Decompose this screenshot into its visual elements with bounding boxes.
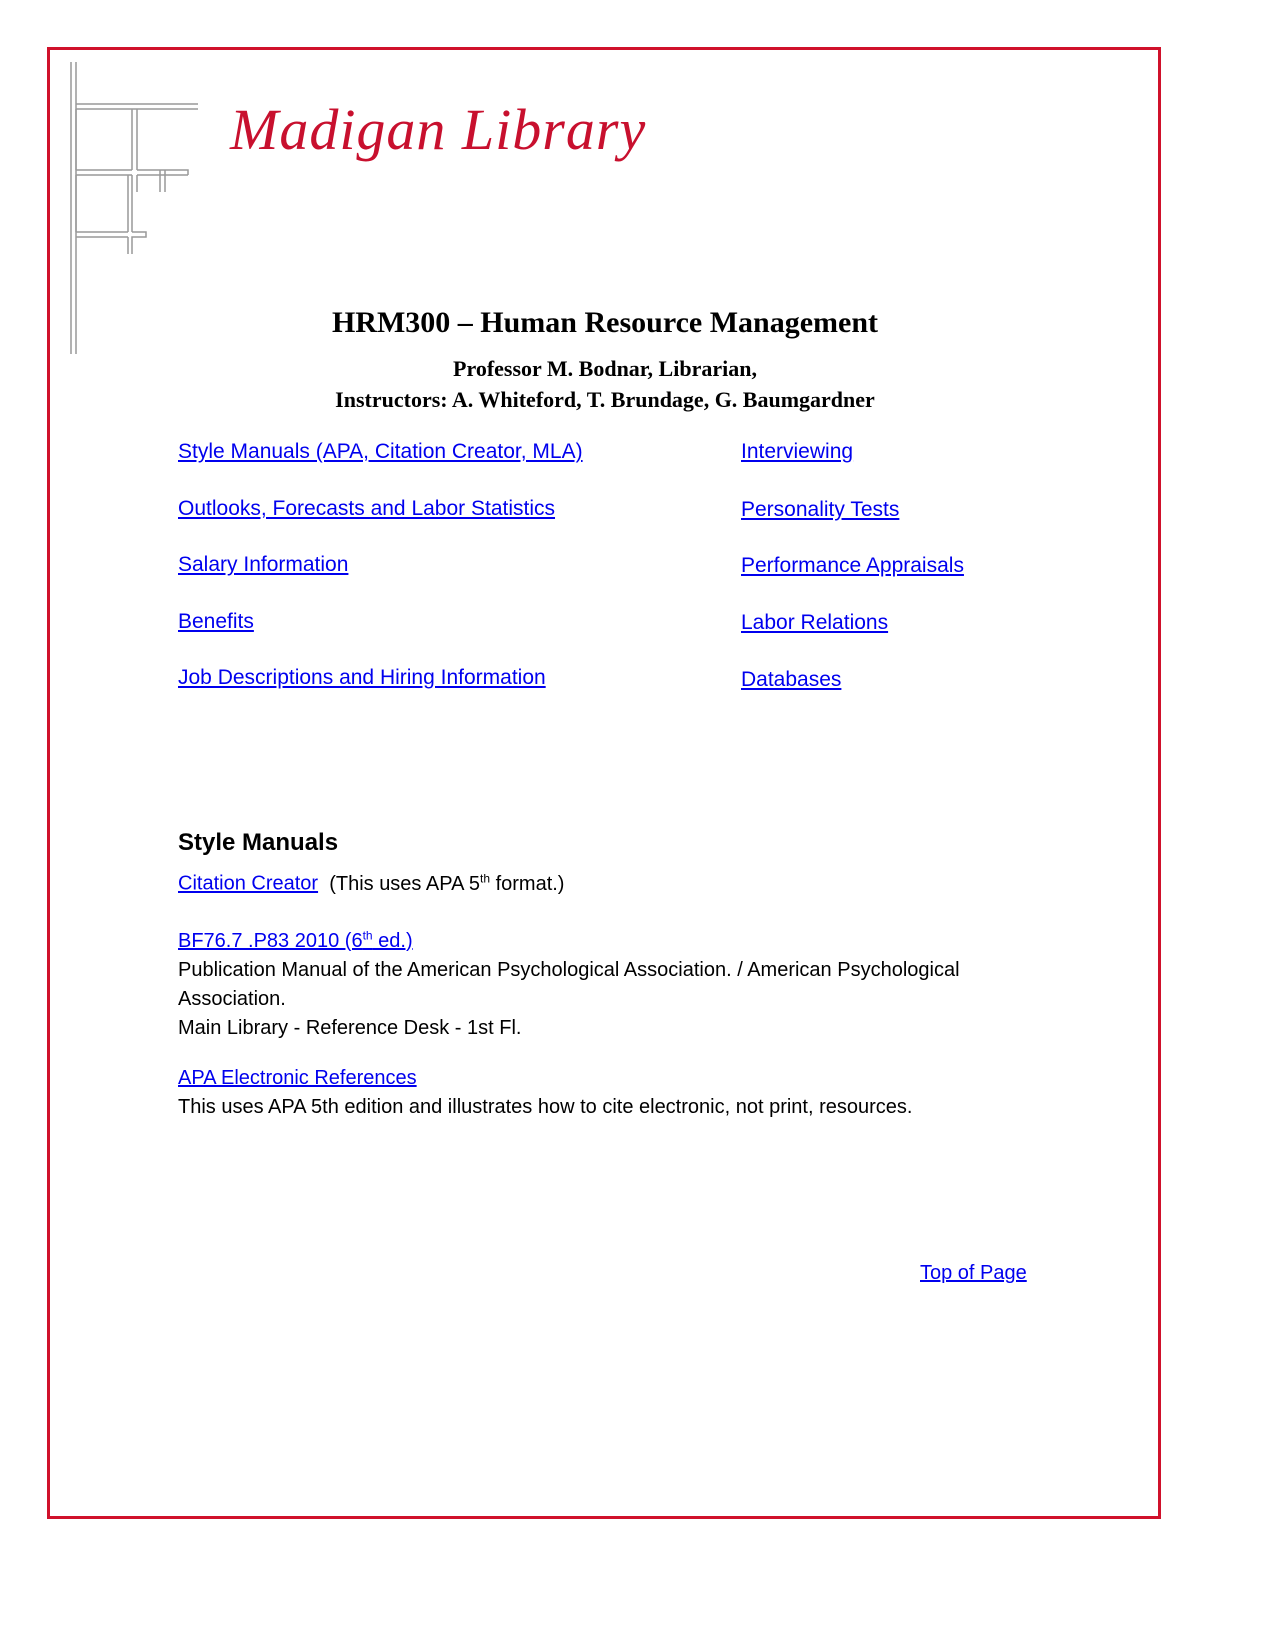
book-location: Main Library - Reference Desk - 1st Fl. <box>178 1016 522 1039</box>
book-description: Publication Manual of the American Psychological Association. / American Psychological <box>178 958 960 981</box>
apa-entry <box>178 1064 912 1122</box>
subtitle-instructors: Instructors: A. Whiteford, T. Brundage, G. Baumgardner <box>335 387 875 412</box>
book-call-number-link[interactable]: BF76.7 .P83 2010 (6th ed.) <box>178 928 413 952</box>
citation-note: (This uses APA 5th format.) <box>329 871 565 895</box>
brand-logo-text: Madigan Library <box>230 97 647 162</box>
subtitle-librarian: Professor M. Bodnar, Librarian, <box>453 356 757 381</box>
page-title: HRM300 – Human Resource Management <box>331 306 879 339</box>
page-border <box>47 47 1161 1519</box>
nav-link-benefits[interactable]: Benefits <box>178 610 254 633</box>
nav-link-style-manuals[interactable]: Style Manuals (APA, Citation Creator, MLA) <box>178 440 583 463</box>
citation-creator-link[interactable]: Citation Creator <box>178 872 319 895</box>
nav-link-databases[interactable]: Databases <box>741 668 842 691</box>
nav-link-personality-tests[interactable]: Personality Tests <box>741 498 900 521</box>
nav-link-outlooks[interactable]: Outlooks, Forecasts and Labor Statistics <box>178 497 556 520</box>
section-heading: Style Manuals <box>178 829 339 856</box>
apa-description: This uses APA 5th edition and illustrates how to cite electronic, not print, resources. <box>178 1096 913 1118</box>
apa-electronic-references-link[interactable]: APA Electronic References <box>178 1067 417 1089</box>
nav-link-performance-appraisals[interactable]: Performance Appraisals <box>741 554 964 577</box>
nav-link-job-descriptions[interactable]: Job Descriptions and Hiring Information <box>178 666 546 689</box>
nav-link-salary[interactable]: Salary Information <box>178 553 349 576</box>
citation-line <box>178 864 564 899</box>
nav-link-interviewing[interactable]: Interviewing <box>741 440 854 463</box>
book-description-cont: Association. <box>178 987 286 1010</box>
nav-link-labor-relations[interactable]: Labor Relations <box>741 611 889 634</box>
top-of-page-link[interactable]: Top of Page <box>920 1262 1027 1284</box>
book-entry <box>178 921 960 1043</box>
